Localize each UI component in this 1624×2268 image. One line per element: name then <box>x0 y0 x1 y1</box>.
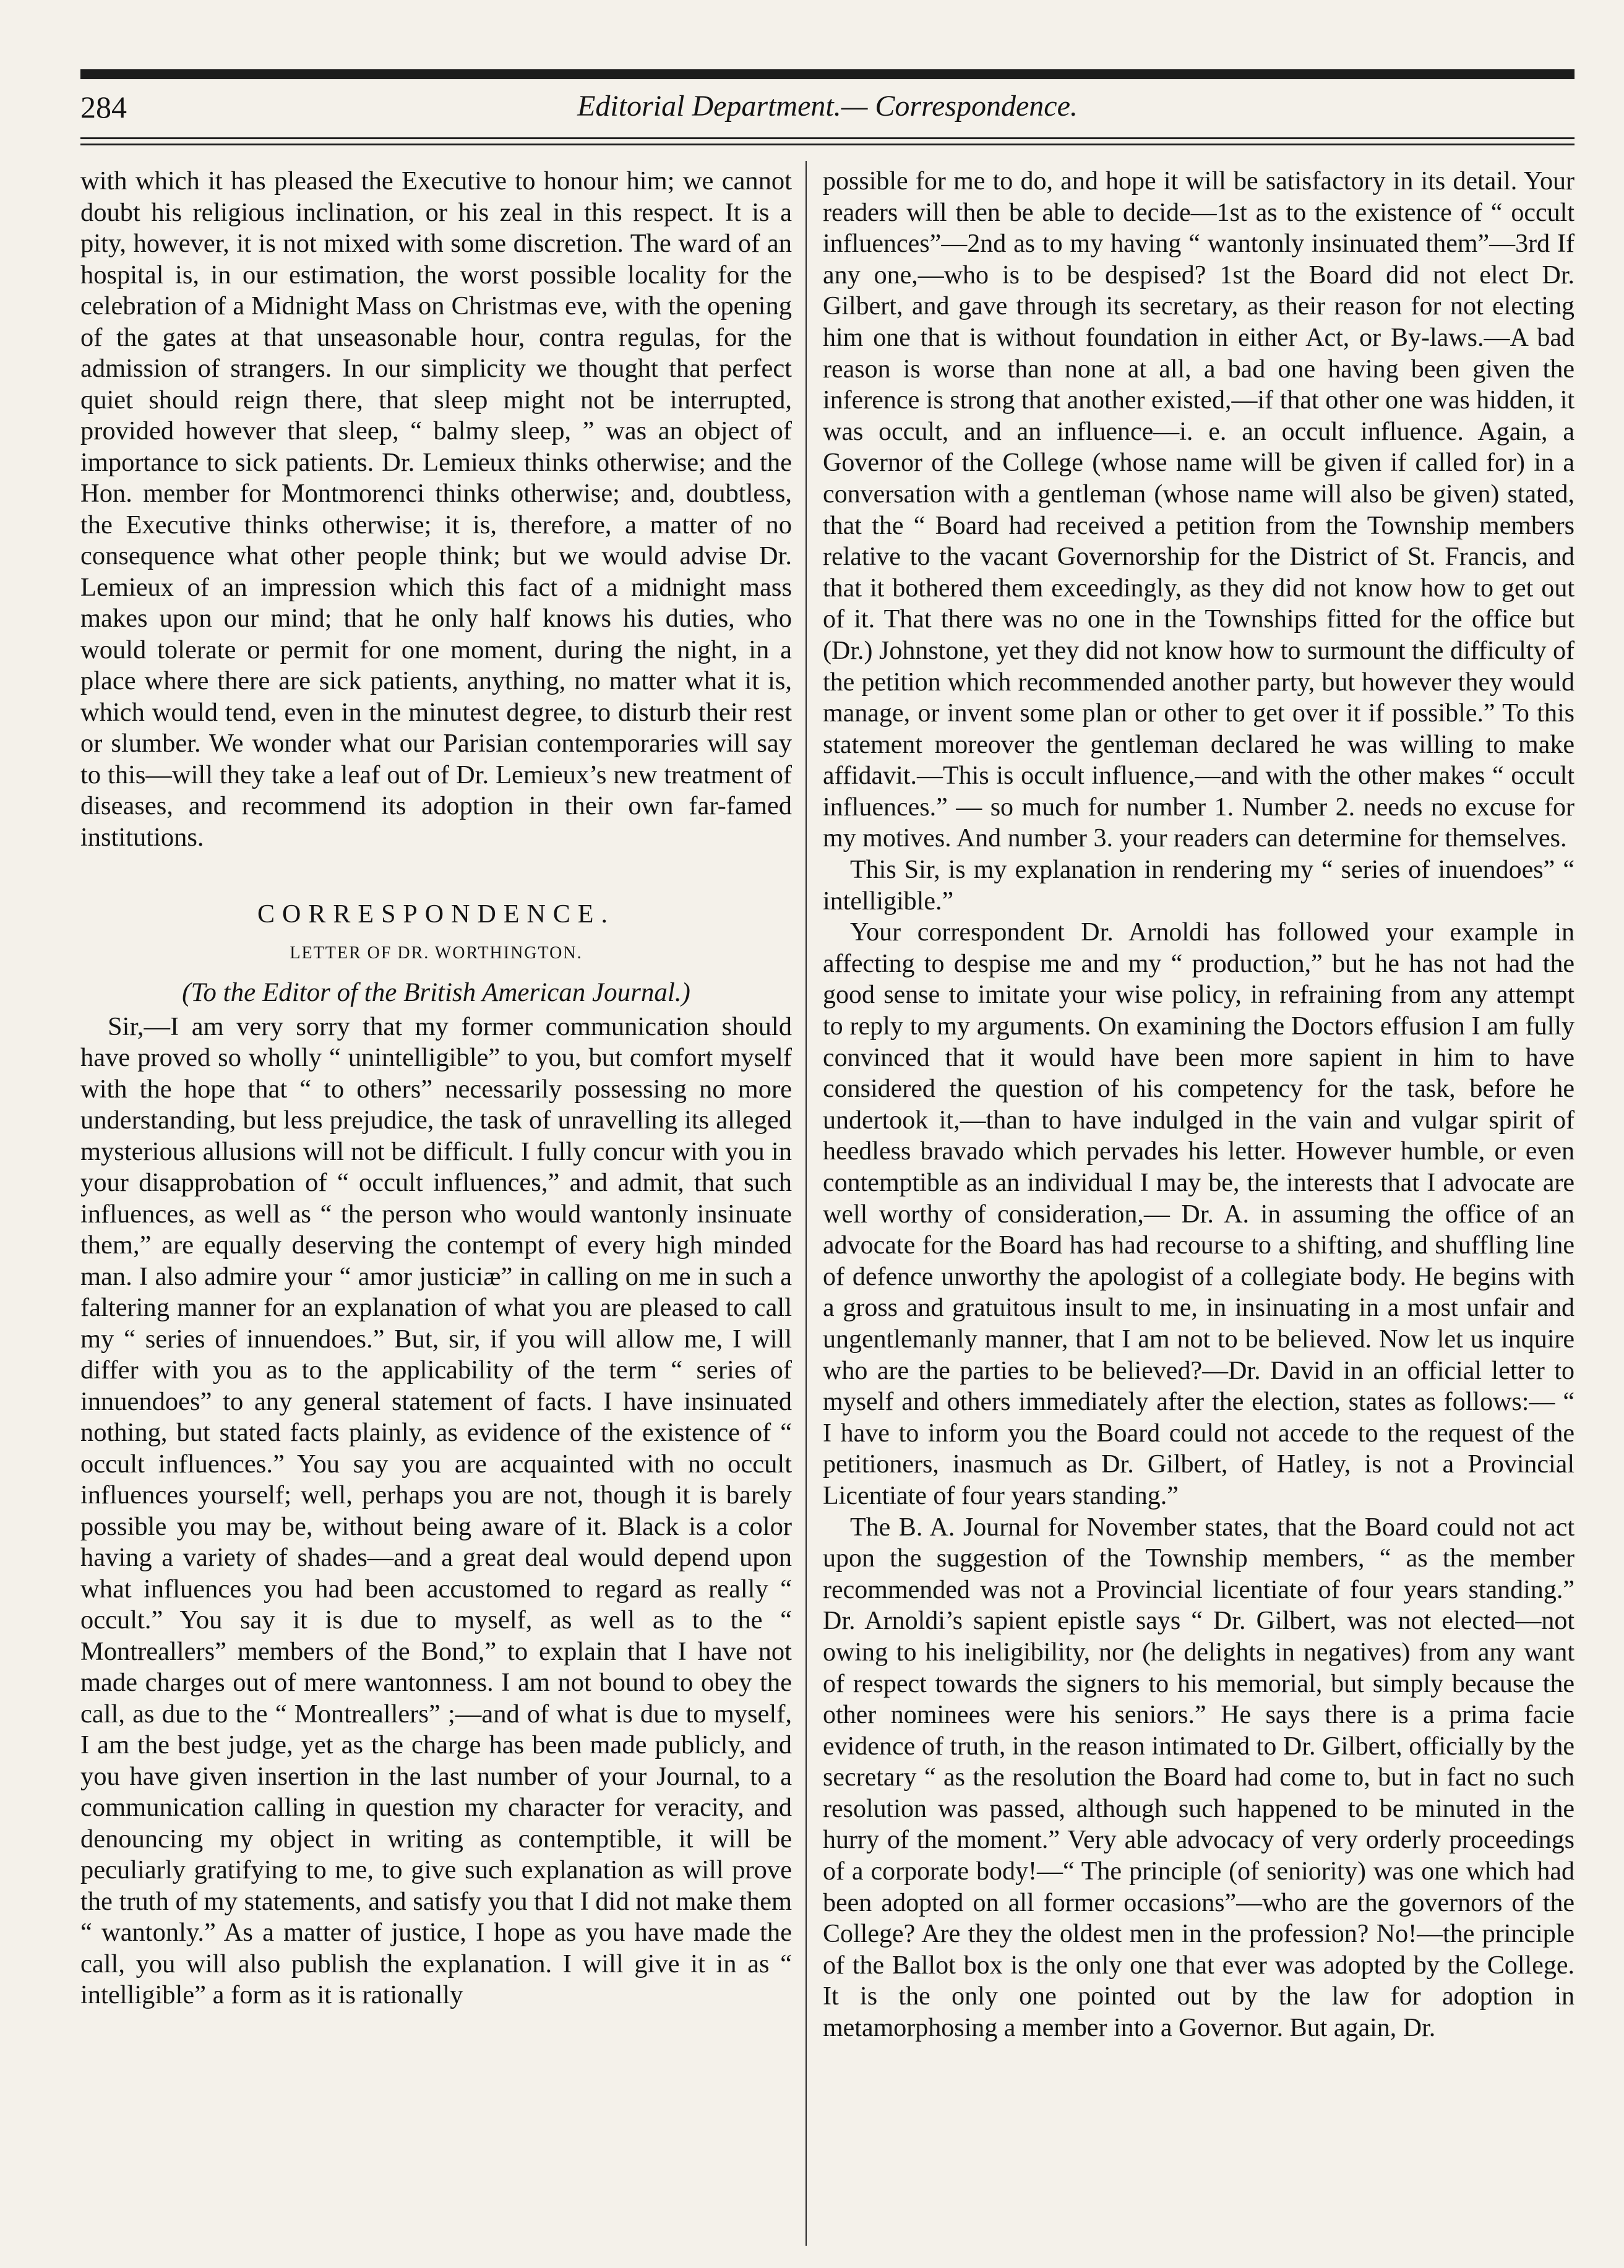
editorial-continuation-paragraph: with which it has pleased the Executive to honour him; we cannot doubt his religious inclination, or his zeal in this respect. It is a pity, however, it is not mixed with some discretion. The ward of an hospital is, in our estimation, the worst possible locality for the celebration of a Midnight Mass on Christmas eve, with the opening of the gates at that unseasonable hour, contra regulas, for the admission of strangers. In our simplicity we thought that perfect quiet should reign there, that sleep might not be interrupted, provided however that sleep, “ balmy sleep, ” was an object of importance to sick patients. Dr. Lemieux thinks otherwise; and the Hon. member for Montmorenci thinks otherwise; and, doubtless, the Executive thinks otherwise; it is, therefore, a matter of no consequence what other people think; but we would advise Dr. Lemieux of an impression which this fact of a midnight mass makes upon our mind; that he only half knows his duties, who would tolerate or permit for one moment, during the night, in a place where there are sick patients, anything, no matter what it is, which would tend, even in the minutest degree, to disturb their rest or slumber. We wonder what our Parisian contemporaries will say to this—will they take a leaf out of Dr. Lemieux’s new treatment of diseases, and recommend its adoption in their own far-famed institutions. <box>80 166 792 852</box>
running-head: Editorial Department.— Correspondence. <box>577 90 1078 122</box>
letter-paragraph-2: This Sir, is my explanation in rendering my “ series of inuendoes” “ intelligible.” <box>823 856 1575 916</box>
column-divider <box>806 161 807 2246</box>
top-ornamental-rule <box>80 69 1575 79</box>
header-rule-upper <box>80 137 1575 139</box>
letter-paragraph-1: possible for me to do, and hope it will be satisfactory in its detail. Your readers will then be able to decide—1st as to the existence of “ occult influences”—2nd as to my having “ wantonly insinuated them”—3rd If any one,—who is to be despised? 1st the Board did not elect Dr. Gilbert, and gave through its secretary, as their reason for not electing him one that is without foundation in either Act, or By-laws.—A bad reason is worse than none at all, a bad one having been given the inference is strong that another existed,—if that other one was hidden, it was occult, and an influence—i. e. an occult influence. Again, a Governor of the College (whose name will be given if called for) in a conversation with a gentleman (whose name will also be given) stated, that the “ Board had received a petition from the Township members relative to the vacant Governorship for the District of St. Francis, and that it bothered them exceedingly, as they did not know how to get out of it. That there was no one in the Townships fitted for the office but (Dr.) Johnstone, yet they did not know how to surmount the difficulty of the petition which recommended another party, but however they would manage, or invent some plan or other to get over it if possible.” To this statement moreover the gentleman declared he was willing to make affidavit.—This is occult influence,—and with the other makes “ occult influences.” — so much for number 1. Number 2. needs no excuse for my motives. And number 3. your readers can determine for themselves. <box>823 167 1575 853</box>
letter-address-line: (To the Editor of the British American Journal.) <box>182 978 690 1007</box>
letter-opening-paragraph: Sir,—I am very sorry that my former communication should have proved so wholly “ unintelligible” to you, but comfort myself with the hope that “ to others” necessarily possessing no more understanding, but less prejudice, the task of unravelling its alleged mysterious allusions will not be difficult. I fully concur with you in your disapprobation of “ occult influences,” and admit, that such influences, as well as “ the person who would wantonly insinuate them,” are equally deserving the contempt of every high minded man. I also admire your “ amor justiciæ” in calling on me in such a faltering manner for an explanation of what you are pleased to call my “ series of innuendoes.” But, sir, if you will allow me, I will differ with you as to the applicability of the term “ series of innuendoes” to any general statement of facts. I have insinuated nothing, but stated facts plainly, as evidence of the existence of “ occult influences.” You say you are acquainted with no occult influences yourself; well, perhaps you are not, though it is barely possible you may be, without being aware of it. Black is a color having a variety of shades—and a great deal would depend upon what influences you had been accustomed to regard as really “ occult.” You say it is due to myself, as well as to the “ Montreallers” members of the Bond,” to explain that I have not made charges out of mere wantonness. I am not bound to obey the call, as due to the “ Montreallers” ;—and of what is due to myself, I am the best judge, yet as the charge has been made publicly, and you have given insertion in the last number of your Journal, to a communication calling in question my character for veracity, and denouncing my object in writing as contemptible, it will be peculiarly gratifying to me, to give such explanation as will prove the truth of my statements, and satisfy you that I did not make them “ wantonly.” As a matter of justice, I hope as you have made the call, you will also publish the explanation. I will give it in as “ intelligible” a form as it is rationally <box>80 1012 792 2009</box>
page-header <box>80 85 1575 135</box>
page-number: 284 <box>80 90 127 124</box>
letter-paragraph-3: Your correspondent Dr. Arnoldi has followed your example in affecting to despise me and my “ production,” but he has not had the good sense to imitate your wise policy, in refraining from any attempt to reply to my arguments. On examining the Doctors effusion I am fully convinced that it would have been more sapient in him to have considered the question of his competency for the task, before he undertook it,—than to have indulged in the vain and vulgar spirit of heedless bravado which pervades his letter. However humble, or even contemptible as an individual I may be, the interests that I advocate are well worthy of consideration,— Dr. A. in assuming the office of an advocate for the Board has had recourse to a shifting, and shuffling line of defence unworthy the apologist of a collegiate body. He begins with a gross and gratuitous insult to me, in insinuating in a most unfair and ungentlemanly manner, that I am not to be believed. Now let us inquire who are the parties to be believed?—Dr. David in an official letter to myself and others immediately after the election, states as follows:— “ I have to inform you the Board could not accede to the request of the petitioners, inasmuch as Dr. Gilbert, of Hatley, is not a Provincial Licentiate of four years standing.” <box>823 918 1575 1510</box>
left-column <box>80 166 792 2244</box>
header-rule-lower <box>80 144 1575 145</box>
right-column <box>823 166 1575 2244</box>
letter-paragraph-4: The B. A. Journal for November states, that the Board could not act upon the suggestion of the Township members, “ as the member recommended was not a Provincial licentiate of four years standing.” Dr. Arnoldi’s sapient epistle says “ Dr. Gilbert, was not elected—not owing to his ineligibility, nor (he delights in negatives) from any want of respect towards the signers to his memorial, but simply because the other nominees were his seniors.” He says there is a prima facie evidence of truth, in the reason intimated to Dr. Gilbert, officially by the secretary “ as the resolution the Board had come to, but in fact no such resolution was passed, although such happened to be minuted in the hurry of the moment.” Very able advocacy of very orderly proceedings of a corporate body!—“ The principle (of seniority) was one which had been adopted on all former occasions”—who are the governors of the College? Are they the oldest men in the profession? No!—the principle of the Ballot box is the only one that ever was adopted by the College. It is the only one pointed out by the law for adoption in metamorphosing a member into a Governor. But again, Dr. <box>823 1513 1575 2043</box>
letter-title: LETTER OF DR. WORTHINGTON. <box>290 943 583 963</box>
section-heading: CORRESPONDENCE. <box>257 900 615 929</box>
